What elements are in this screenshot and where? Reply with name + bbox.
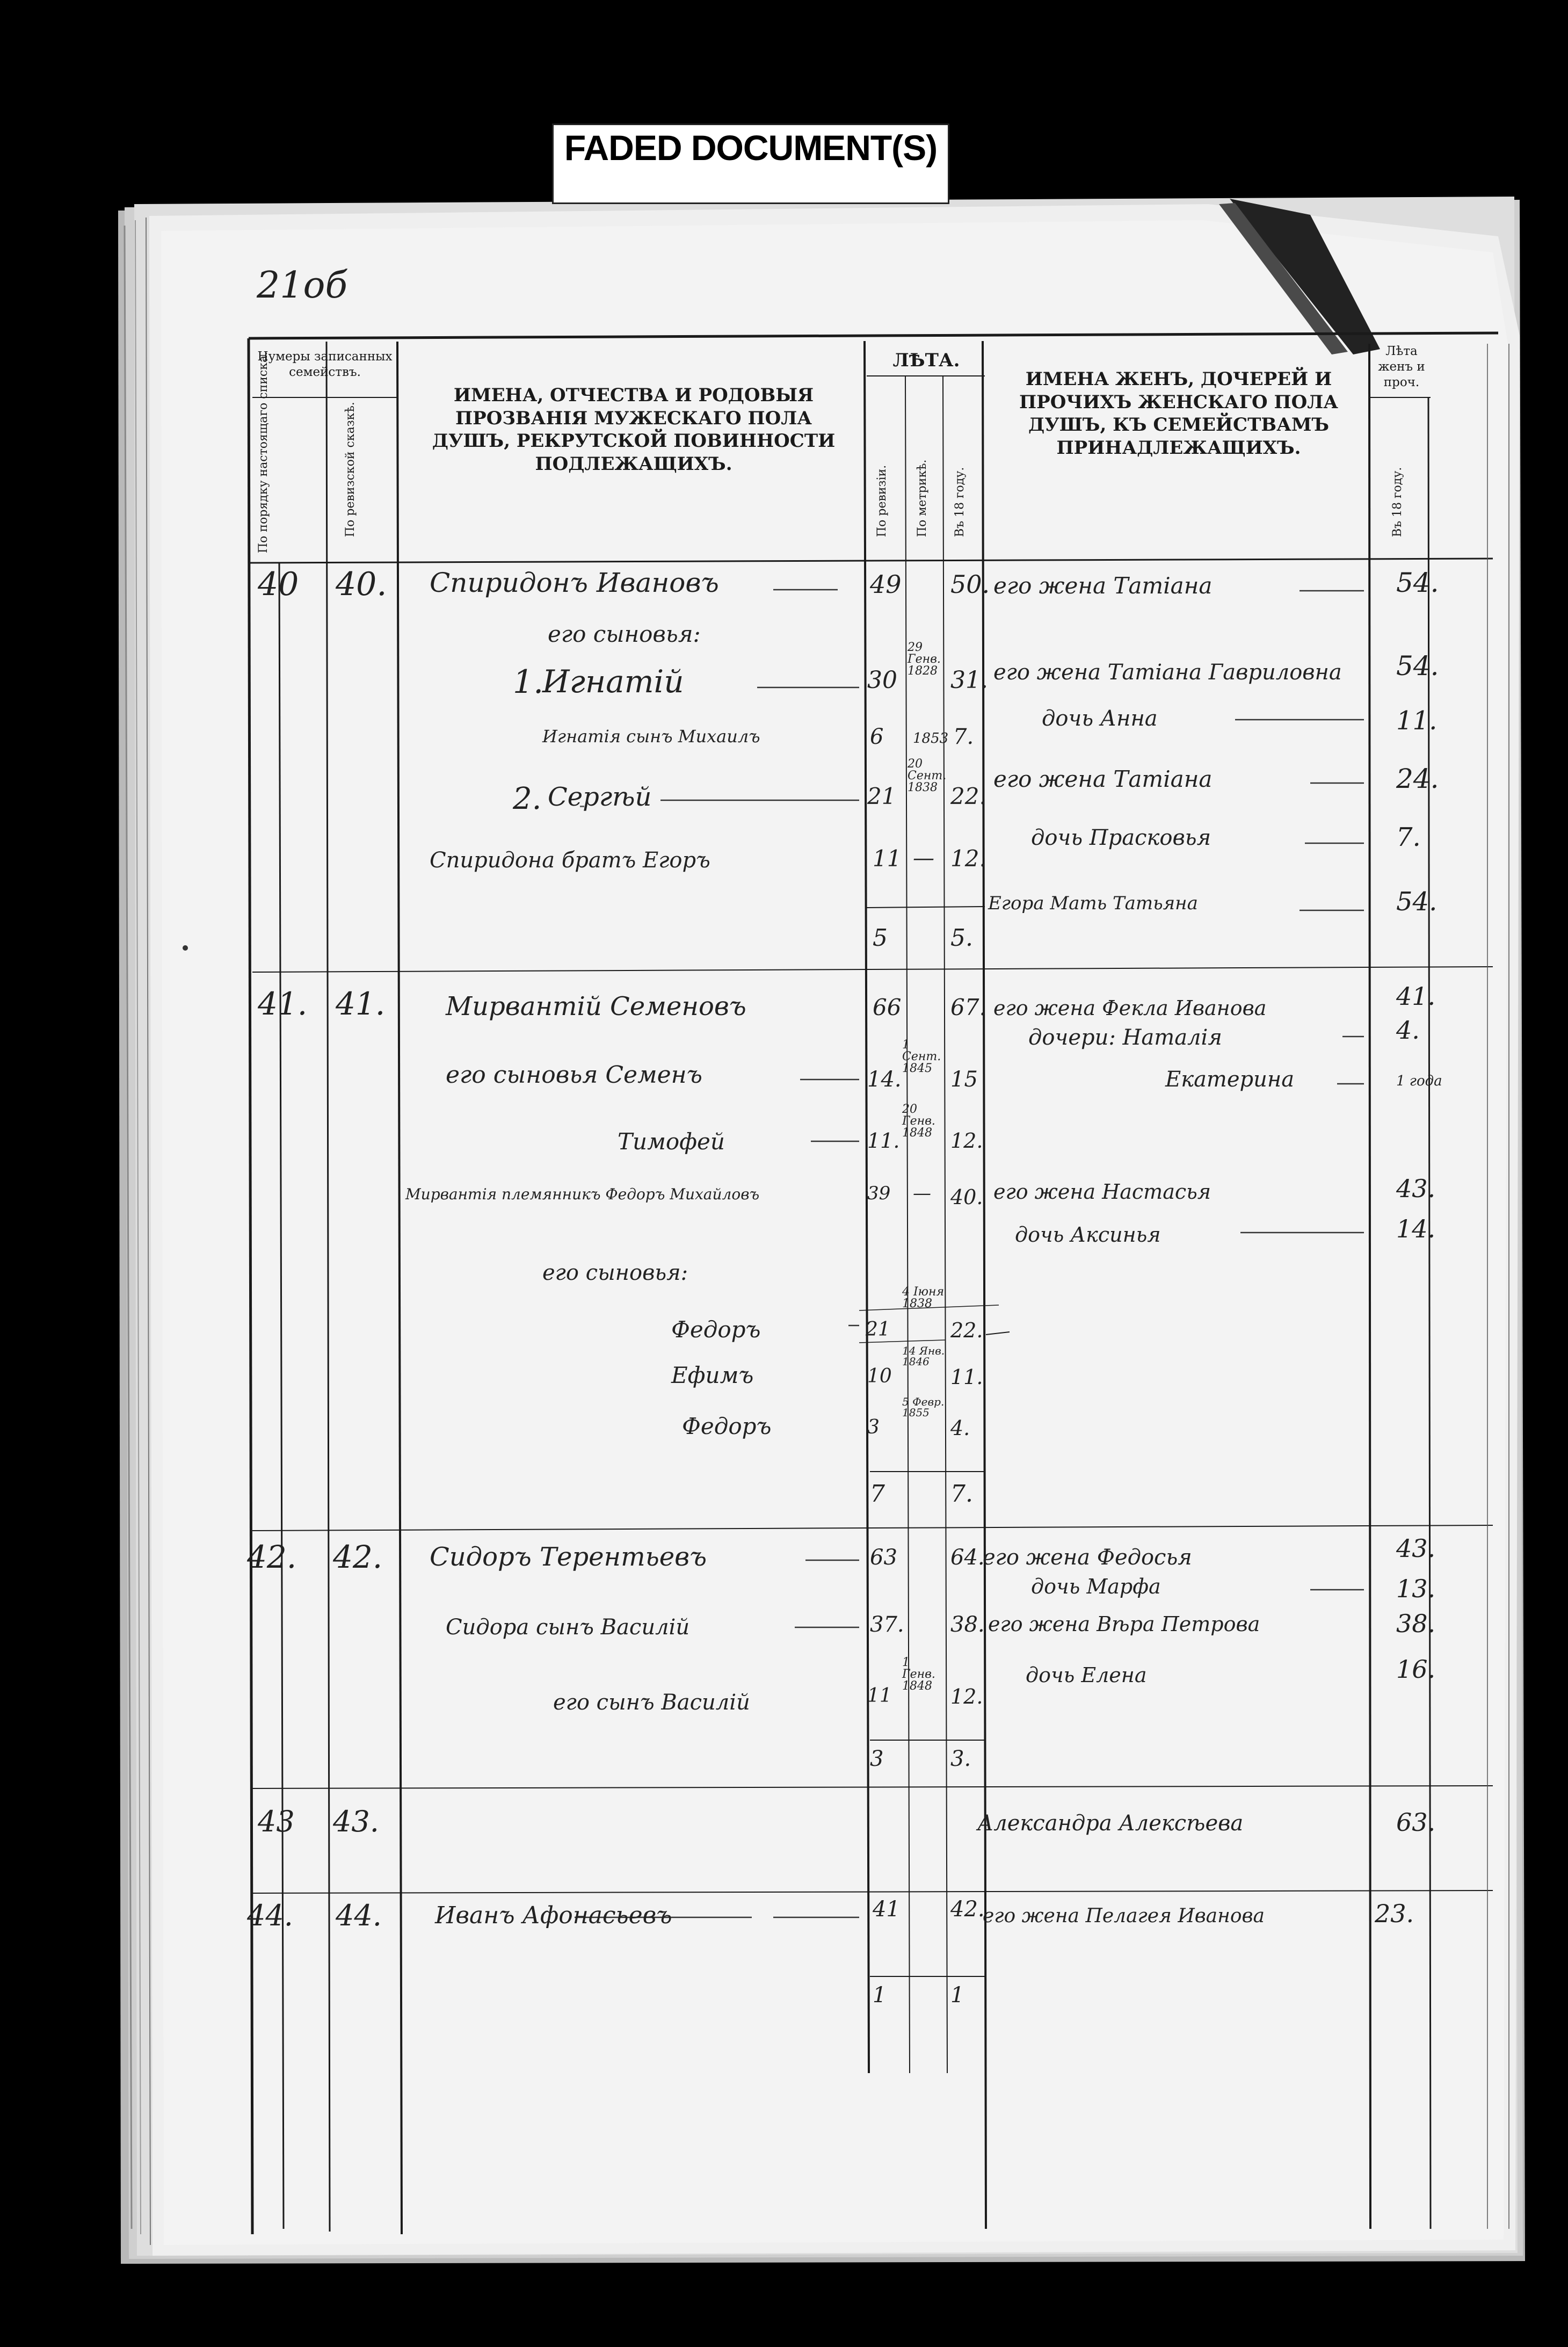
male-name: его сыновья: xyxy=(542,1261,688,1285)
revision-number: 44. xyxy=(336,1899,382,1932)
female-name: его жена Вѣра Петрова xyxy=(988,1612,1260,1636)
son-number: 1. xyxy=(513,663,544,701)
age-revision: 11 xyxy=(873,845,902,872)
revision-column-header: По ревизской сказкѣ. xyxy=(344,402,357,537)
age-revision: 66 xyxy=(873,994,902,1020)
female-name: его жена Настасья xyxy=(993,1180,1211,1204)
female-age: 1 года xyxy=(1396,1073,1442,1089)
female-age: 38. xyxy=(1396,1609,1436,1638)
age-revision: 11. xyxy=(867,1129,900,1153)
total-revision: 5 xyxy=(873,924,888,952)
female-name: дочь Прасковья xyxy=(1031,825,1211,850)
female-name: его жена Фекла Иванова xyxy=(993,996,1267,1020)
female-age: 4. xyxy=(1396,1016,1420,1045)
female-name: его жена Федосья xyxy=(983,1545,1192,1570)
family-number: 43 xyxy=(258,1805,295,1838)
male-name: Тимофей xyxy=(618,1128,725,1155)
male-name: его сынъ Василiй xyxy=(553,1690,750,1715)
age-current: 12. xyxy=(950,1129,983,1153)
age-revision: 6 xyxy=(870,725,884,749)
total-revision: 3 xyxy=(870,1747,884,1771)
male-name: его сыновья Семенъ xyxy=(446,1061,702,1089)
birth-date: 29 Генв. 1828 xyxy=(908,641,941,678)
by-revision-column-header: По ревизіи. xyxy=(875,465,889,537)
age-revision: 10 xyxy=(867,1365,892,1387)
male-names-header: ИМЕНА, ОТЧЕСТВА И РОДОВЫЯ ПРОЗВАНІЯ МУЖЕСКАГО ПОЛА ДУШЪ, РЕКРУТСКОЙ ПОВИННОСТИ ПОДЛЕЖАЩИХЪ. xyxy=(432,385,836,475)
revision-number: 42. xyxy=(333,1539,383,1575)
family-number: 42. xyxy=(247,1539,297,1575)
family-number: 44. xyxy=(247,1899,293,1932)
revision-number: 40. xyxy=(336,566,387,603)
male-name: Мирвантiй Семеновъ xyxy=(446,991,746,1022)
years-header: ЛѢТА. xyxy=(892,350,960,371)
age-current: 7. xyxy=(953,725,974,749)
age-revision: 41 xyxy=(873,1897,900,1922)
male-name: Спиридона братъ Егоръ xyxy=(430,848,710,873)
male-name: Спиридонъ Ивановъ xyxy=(430,567,719,598)
female-age: 43. xyxy=(1396,1534,1436,1563)
age-revision: 39 xyxy=(867,1183,891,1204)
age-revision: 3 xyxy=(867,1416,880,1438)
female-name: его жена Татiана xyxy=(993,573,1213,599)
folio-number: 21об xyxy=(257,264,347,307)
female-name: его жена Пелагея Иванова xyxy=(983,1905,1265,1927)
age-revision: 21 xyxy=(867,783,896,809)
age-current: 31. xyxy=(950,667,988,694)
female-age: 54. xyxy=(1396,567,1439,598)
order-column-header: По порядку настоящаго списка. xyxy=(257,351,270,553)
female-name: дочери: Наталiя xyxy=(1028,1025,1222,1050)
birth-date: 20 Генв. 1848 xyxy=(902,1103,935,1140)
male-name: Федоръ xyxy=(671,1316,761,1343)
female-age: 14. xyxy=(1396,1214,1436,1243)
female-age: 54. xyxy=(1396,650,1439,682)
female-age: 16. xyxy=(1396,1655,1436,1684)
male-name: Сидора сынъ Василiй xyxy=(446,1615,690,1640)
male-name: его сыновья: xyxy=(548,621,701,647)
female-name: Егора Мать Татьяна xyxy=(988,893,1198,914)
by-metric-column-header: По метрикѣ. xyxy=(916,459,929,537)
female-age: 24. xyxy=(1396,763,1439,794)
age-current: 11. xyxy=(950,1365,983,1389)
female-age: 23. xyxy=(1375,1899,1414,1928)
male-name: Сидоръ Терентьевъ xyxy=(430,1542,707,1572)
age-current: 64. xyxy=(950,1545,985,1570)
age-revision: 30 xyxy=(867,667,897,694)
age-current: 12. xyxy=(950,1685,983,1708)
age-revision: 63 xyxy=(870,1545,897,1570)
age-current: 12. xyxy=(950,845,986,872)
female-age: 43. xyxy=(1396,1174,1436,1203)
age-current: 67. xyxy=(950,994,986,1020)
birth-date: 4 Iюня 1838 xyxy=(902,1285,945,1310)
age-current: 38. xyxy=(950,1612,985,1637)
son-number: 2. xyxy=(513,781,542,816)
female-age: 11. xyxy=(1396,706,1438,736)
female-age: 41. xyxy=(1396,982,1436,1011)
female-years-header: Лѣта женъ и проч. xyxy=(1378,344,1425,389)
age-current: 22. xyxy=(950,783,986,809)
age-revision: 21 xyxy=(866,1319,890,1341)
families-group-header: Нумеры записанных семействъ. xyxy=(257,350,393,379)
male-name: Мирвантiя племянникъ Федоръ Михайловъ xyxy=(405,1185,760,1203)
female-age: 13. xyxy=(1396,1574,1436,1603)
male-name: Игнатiй xyxy=(542,663,684,700)
total-revision: 7 xyxy=(870,1480,885,1508)
female-name: дочь Марфа xyxy=(1031,1575,1161,1598)
total-revision: 1 xyxy=(873,1983,887,2008)
total-current: 5. xyxy=(950,924,973,952)
birth-date: 1 Генв. 1848 xyxy=(902,1656,935,1693)
female-name: дочь Елена xyxy=(1026,1663,1147,1687)
female-age: 63. xyxy=(1396,1808,1436,1837)
total-current: 1 xyxy=(950,1983,964,2008)
female-name: дочь Аксинья xyxy=(1015,1223,1161,1247)
female-name: его жена Татiана Гавриловна xyxy=(993,660,1342,685)
male-name: Сергѣй xyxy=(548,782,652,812)
total-current: 3. xyxy=(950,1747,971,1771)
age-revision: 14. xyxy=(867,1067,902,1092)
female-name: его жена Татiана xyxy=(993,766,1213,792)
family-number: 41. xyxy=(258,986,308,1022)
age-current: 4. xyxy=(950,1416,970,1440)
in-year-column-header: Въ 18 году. xyxy=(953,467,967,537)
female-in-year-column-header: Въ 18 году. xyxy=(1391,467,1404,537)
birth-date: 14 Янв. 1846 xyxy=(902,1344,945,1368)
family-number: 40 xyxy=(258,566,299,603)
revision-number: 43. xyxy=(333,1805,379,1838)
birth-date: 20 Сент. 1838 xyxy=(908,757,947,794)
female-age: 54. xyxy=(1396,887,1438,917)
female-name: дочь Анна xyxy=(1042,706,1158,731)
birth-date: 1853 xyxy=(913,730,949,747)
male-name: Федоръ xyxy=(682,1413,772,1439)
age-current: 22. xyxy=(950,1319,983,1342)
age-revision: 11 xyxy=(867,1685,892,1707)
age-revision: 37. xyxy=(870,1612,904,1637)
age-current: 15 xyxy=(950,1067,978,1092)
male-name: Игнатiя сынъ Михаилъ xyxy=(542,726,760,747)
birth-date: 1 Сент. 1845 xyxy=(902,1038,941,1075)
female-names-header: ИМЕНА ЖЕНЪ, ДОЧЕРЕЙ И ПРОЧИХЪ ЖЕНСКАГО ПОЛА ДУШЪ, КЪ СЕМЕЙСТВАМЪ ПРИНАДЛЕЖАЩИХЪ. xyxy=(1019,368,1338,459)
male-name: Иванъ Афонасьевъ xyxy=(435,1902,672,1929)
female-name: Екатерина xyxy=(1165,1067,1295,1092)
total-current: 7. xyxy=(950,1480,973,1508)
age-revision: 49 xyxy=(870,570,902,599)
revision-number: 41. xyxy=(336,986,386,1022)
banner-label: FADED DOCUMENT(S) xyxy=(564,128,938,168)
male-name: Ефимъ xyxy=(671,1362,754,1388)
age-current: 50. xyxy=(950,570,990,599)
age-current: 42. xyxy=(950,1897,985,1922)
age-dash: — xyxy=(913,846,934,871)
birth-date: 5 Февр. 1855 xyxy=(902,1395,945,1419)
age-current: 40. xyxy=(950,1185,983,1209)
female-age: 7. xyxy=(1396,822,1421,852)
age-dash: — xyxy=(913,1183,931,1204)
female-name: Александра Алексѣева xyxy=(977,1811,1244,1836)
